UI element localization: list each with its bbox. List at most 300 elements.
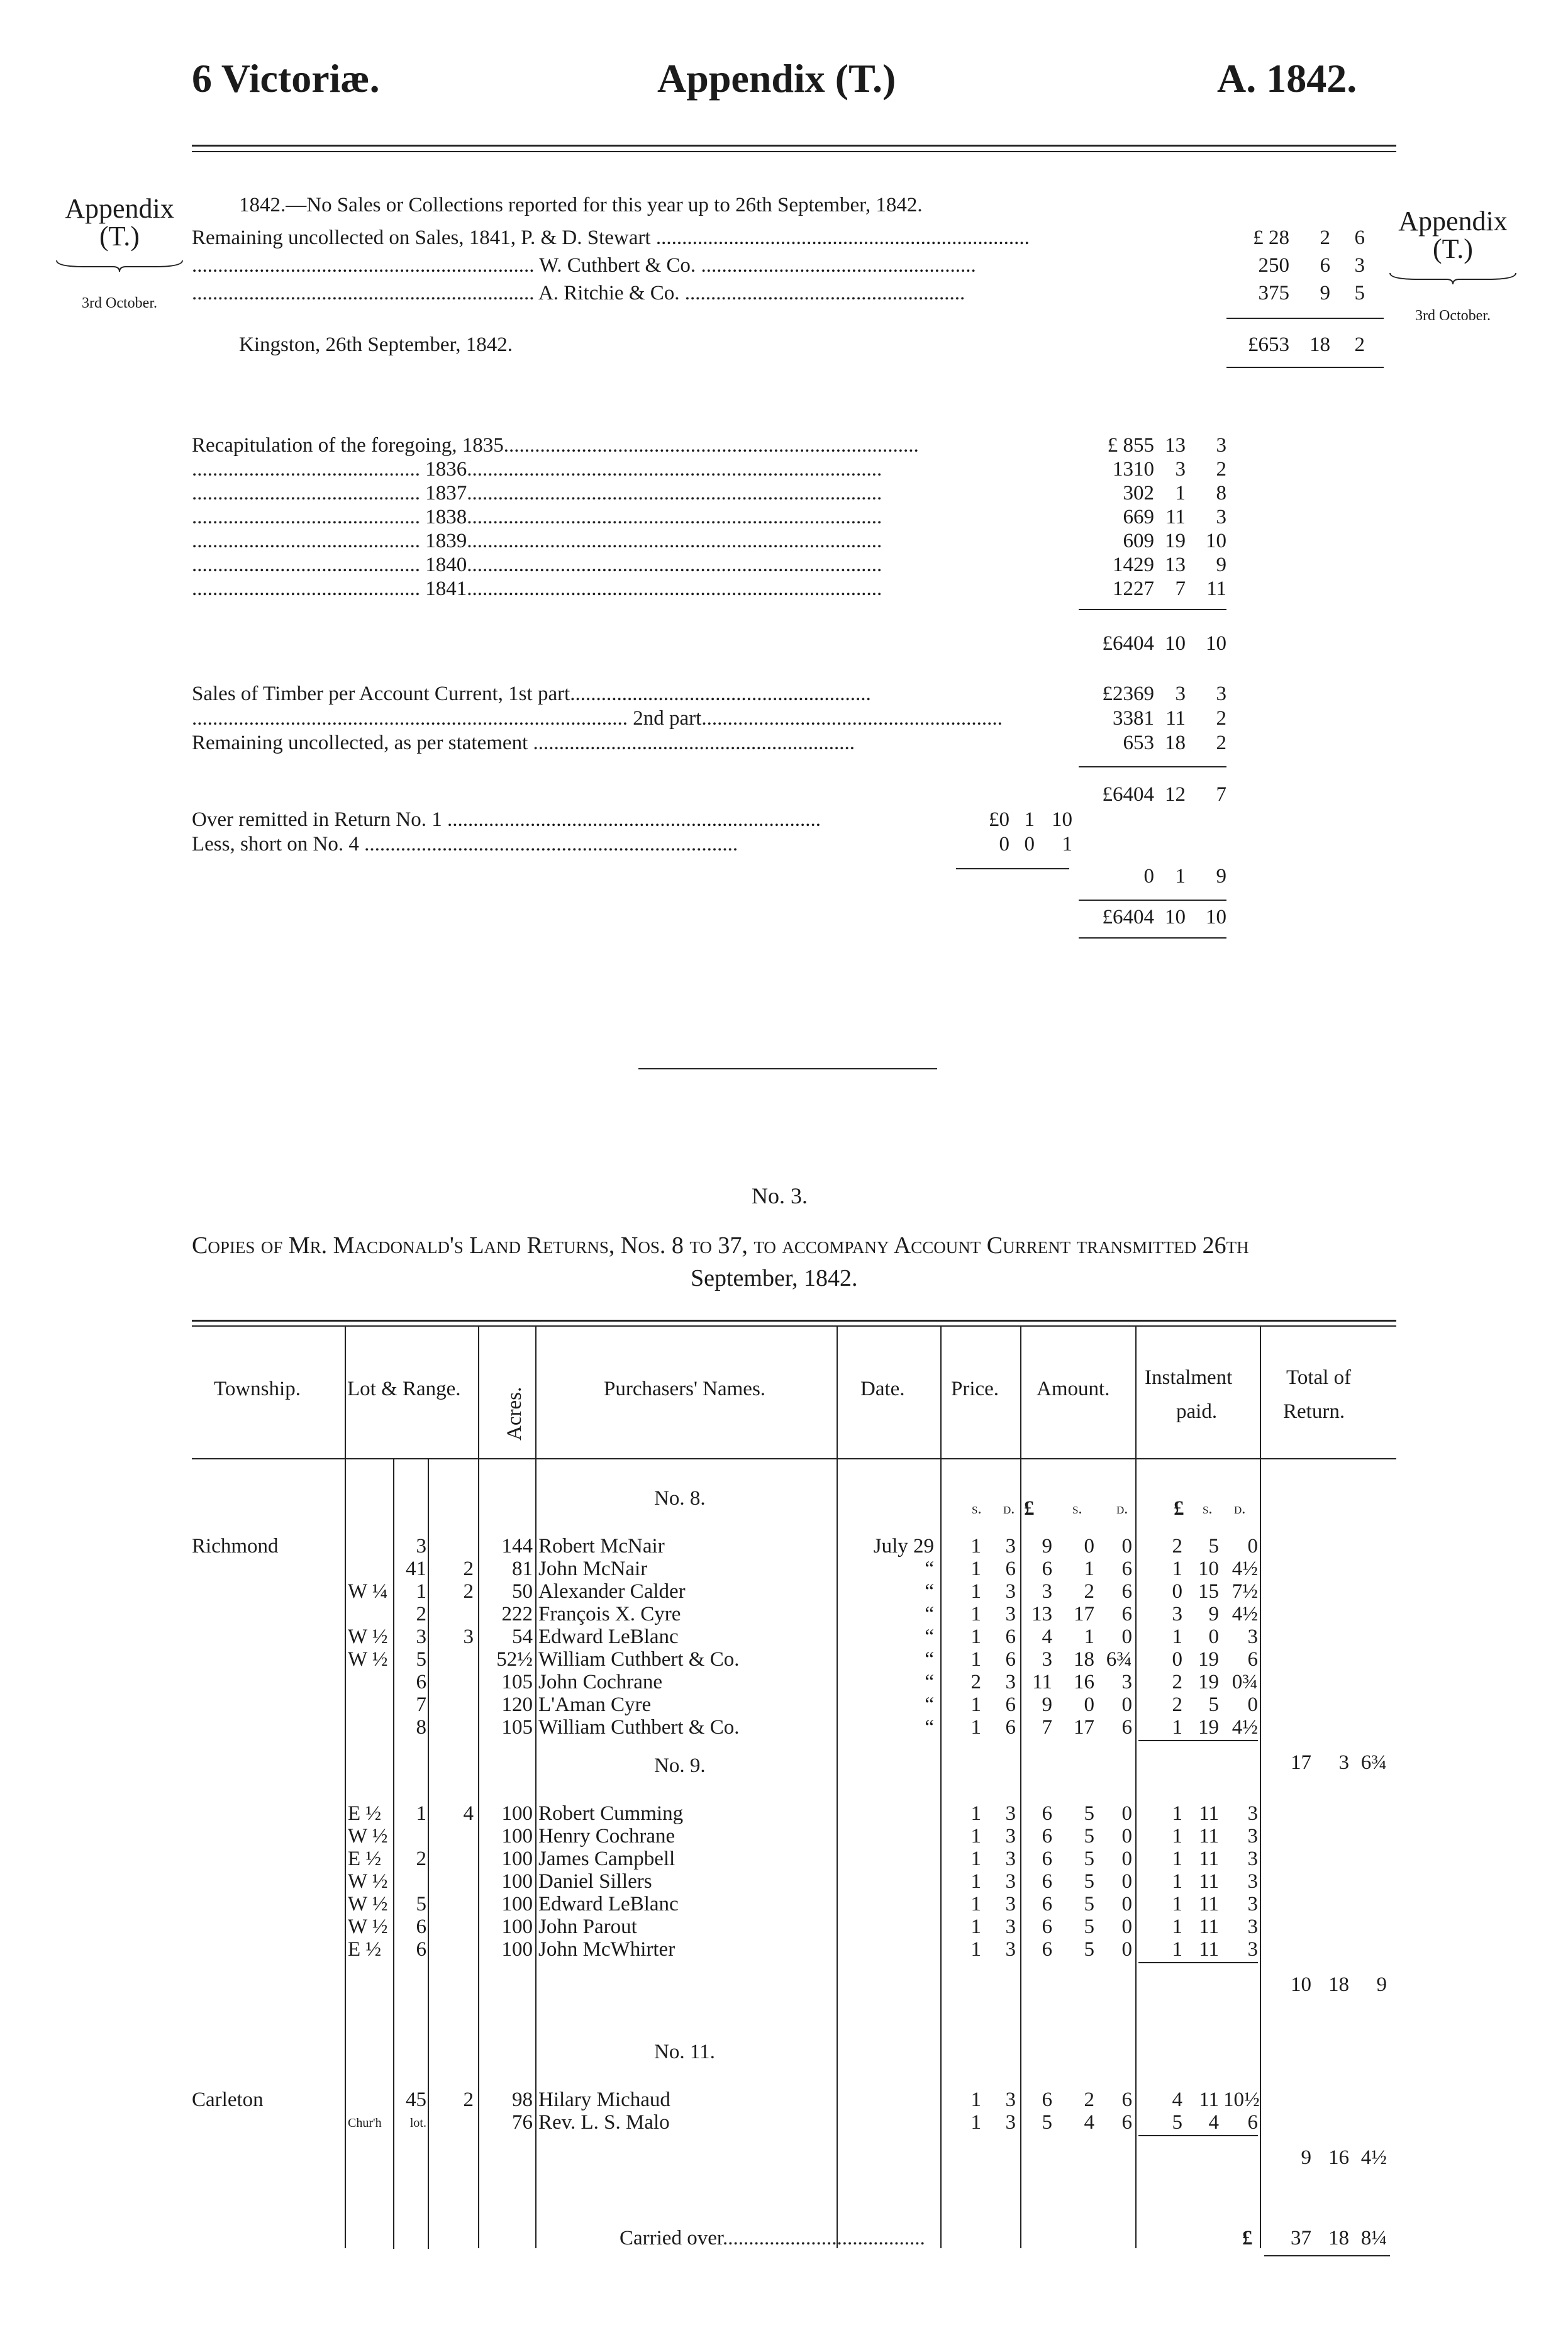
- instalment-pence: 4½: [1232, 1716, 1258, 1739]
- recap-row-amount-pence: 3: [1216, 506, 1226, 528]
- margin-note-title: Appendix: [1398, 206, 1508, 237]
- recap-remaining-shillings: 18: [1165, 732, 1186, 754]
- purchaser-name: James Campbell: [538, 1848, 676, 1870]
- header-price: Price.: [951, 1378, 999, 1400]
- instalment-pence: 3: [1247, 1848, 1258, 1870]
- lot-part: W ½: [348, 1870, 388, 1893]
- lot-part: E ½: [348, 1802, 382, 1825]
- unit-price-s: s.: [972, 1501, 982, 1517]
- recap-row-amount-pounds: 1310: [1113, 458, 1154, 481]
- recap-row-amount-pence: 9: [1216, 554, 1226, 576]
- recap-remaining-pounds: 653: [1123, 732, 1154, 754]
- instalment-pounds: 0: [1172, 1648, 1182, 1671]
- brace-icon: [53, 258, 186, 273]
- instalment-pence: 4½: [1232, 1558, 1258, 1580]
- instalment-sum-rule: [1138, 2135, 1258, 2136]
- recap-remaining-pence: 2: [1216, 732, 1226, 754]
- group-title: No. 9.: [654, 1754, 706, 1777]
- instalment-pence: 0¾: [1232, 1671, 1258, 1693]
- amount-shillings: 5: [1084, 1893, 1094, 1915]
- header-township: Township.: [214, 1378, 301, 1400]
- return-total-shillings: 3: [1338, 1751, 1349, 1774]
- recap-label: Recapitulation of the foregoing,: [192, 434, 457, 457]
- header-rule-1: [192, 145, 1396, 147]
- lot-number: 6: [416, 1938, 426, 1961]
- recap-row: ............................................ 1840................................................................................: [192, 554, 882, 576]
- intro-sum-rule: [1226, 318, 1384, 319]
- price-pence: 6: [1005, 1558, 1016, 1580]
- intro-total-shillings: 18: [1309, 333, 1330, 356]
- amount-pence: 0: [1121, 1938, 1132, 1961]
- instalment-pence: 6: [1247, 2111, 1258, 2134]
- instalment-shillings: 11: [1199, 1825, 1219, 1848]
- acres: 144: [501, 1535, 533, 1558]
- instalment-pounds: 2: [1172, 1671, 1182, 1693]
- table-top-rule-1: [192, 1320, 1396, 1322]
- purchaser-name: John Parout: [538, 1915, 637, 1938]
- sale-date: “: [925, 1693, 934, 1716]
- purchaser-name: Alexander Calder: [538, 1580, 686, 1603]
- recap-rule: [1079, 766, 1226, 767]
- intro-amount-shillings: 6: [1320, 254, 1330, 277]
- amount-pence: 6: [1121, 1603, 1132, 1625]
- price-pence: 3: [1005, 1893, 1016, 1915]
- header-names: Purchasers' Names.: [604, 1378, 766, 1400]
- carried-over-rule: [1264, 2255, 1390, 2256]
- recap-final-pence: 10: [1206, 906, 1226, 928]
- acres: 50: [512, 1580, 533, 1603]
- township-name: Carleton: [192, 2088, 264, 2111]
- recap-row-amount-shillings: 13: [1165, 434, 1186, 457]
- acres: 105: [501, 1671, 533, 1693]
- lot-part: W ½: [348, 1893, 388, 1915]
- price-pence: 3: [1005, 1938, 1016, 1961]
- amount-pence: 6¾: [1106, 1648, 1132, 1671]
- recap-sales1-line: Sales of Timber per Account Current, 1st part..........................................................: [192, 683, 871, 705]
- range-number: 2: [463, 1580, 474, 1603]
- lot-part: W ½: [348, 1625, 388, 1648]
- lot-number: lot.: [409, 2116, 426, 2130]
- table-header-rule: [192, 1458, 1396, 1459]
- price-shillings: 1: [970, 1938, 981, 1961]
- recap-diff-pounds: 0: [1143, 865, 1154, 888]
- return-total-pence: 9: [1376, 1973, 1387, 1996]
- header-date: Date.: [860, 1378, 905, 1400]
- amount-pence: 0: [1121, 1848, 1132, 1870]
- recap-sales2-shillings: 11: [1165, 707, 1186, 730]
- instalment-sum-rule: [1138, 1962, 1258, 1963]
- col-rule: [1260, 1327, 1261, 2248]
- header-lot-range: Lot & Range.: [347, 1378, 461, 1400]
- recap-sales2-pence: 2: [1216, 707, 1226, 730]
- price-shillings: 1: [970, 1625, 981, 1648]
- amount-pounds: 4: [1042, 1625, 1052, 1648]
- intro-total-rule: [1226, 367, 1384, 368]
- price-pence: 3: [1005, 2088, 1016, 2111]
- return-total-shillings: 16: [1328, 2146, 1349, 2169]
- carried-over-shillings: 18: [1328, 2227, 1349, 2249]
- purchaser-name: Daniel Sillers: [538, 1870, 652, 1893]
- instalment-pence: 3: [1247, 1915, 1258, 1938]
- amount-pence: 0: [1121, 1893, 1132, 1915]
- intro-amount-pounds: 375: [1258, 282, 1289, 304]
- price-pence: 3: [1005, 1603, 1016, 1625]
- return-total-pounds: 10: [1291, 1973, 1311, 1996]
- purchaser-name: Robert Cumming: [538, 1802, 684, 1825]
- amount-pounds: 6: [1042, 1802, 1052, 1825]
- price-pence: 3: [1005, 1671, 1016, 1693]
- price-shillings: 1: [970, 1825, 981, 1848]
- header-right: A. 1842.: [1217, 56, 1357, 101]
- recap-diff-pence: 9: [1216, 865, 1226, 888]
- intro-total-pence: 2: [1354, 333, 1365, 356]
- recap-less-pence: 1: [1062, 833, 1072, 856]
- recap-row-amount-pence: 11: [1206, 577, 1226, 600]
- col-rule: [837, 1327, 838, 2248]
- recap-row: ............................................ 1839................................................................................: [192, 530, 882, 552]
- header-instalment: Instalment: [1145, 1366, 1233, 1389]
- recap-sales1-pence: 3: [1216, 683, 1226, 705]
- amount-shillings: 5: [1084, 1802, 1094, 1825]
- instalment-shillings: 11: [1199, 1802, 1219, 1825]
- amount-pounds: 6: [1042, 1825, 1052, 1848]
- table-top-rule-2: [192, 1325, 1396, 1327]
- unit-instalment-s: s.: [1203, 1501, 1213, 1517]
- sale-date: “: [925, 1558, 934, 1580]
- township-name: Richmond: [192, 1535, 279, 1558]
- amount-pence: 3: [1121, 1671, 1132, 1693]
- price-shillings: 1: [970, 1870, 981, 1893]
- instalment-shillings: 9: [1208, 1603, 1219, 1625]
- intro-line-3: .................................................................. W. Cuthbert & Co. .....................................................: [192, 254, 976, 277]
- sale-date: July 29: [873, 1535, 934, 1558]
- instalment-pence: 0: [1247, 1535, 1258, 1558]
- instalment-pounds: 0: [1172, 1580, 1182, 1603]
- recap-less-pounds: 0: [999, 833, 1009, 856]
- instalment-shillings: 11: [1199, 1870, 1219, 1893]
- recap-row-amount-pence: 3: [1216, 434, 1226, 457]
- recap-year: 1837: [425, 482, 467, 504]
- price-pence: 3: [1005, 2111, 1016, 2134]
- recap-over-label: Over remitted in Return No. 1: [192, 808, 442, 831]
- purchaser-name: William Cuthbert & Co.: [538, 1716, 740, 1739]
- sale-date: “: [925, 1648, 934, 1671]
- recap-over-pence: 10: [1052, 808, 1072, 831]
- col-rule: [535, 1327, 537, 2248]
- acres: 120: [501, 1693, 533, 1716]
- price-shillings: 1: [970, 1535, 981, 1558]
- instalment-shillings: 11: [1199, 1893, 1219, 1915]
- instalment-pence: 3: [1247, 1825, 1258, 1848]
- amount-pounds: 7: [1042, 1716, 1052, 1739]
- price-shillings: 1: [970, 1802, 981, 1825]
- recap-row-amount-shillings: 1: [1175, 482, 1186, 504]
- instalment-pence: 0: [1247, 1693, 1258, 1716]
- recap-year: 1838: [425, 506, 467, 528]
- acres: 100: [501, 1938, 533, 1961]
- amount-pence: 6: [1121, 1716, 1132, 1739]
- instalment-shillings: 11: [1199, 1848, 1219, 1870]
- group-title: No. 8.: [654, 1487, 706, 1510]
- intro-amount-pounds: 250: [1258, 254, 1289, 277]
- lot-part: W ½: [348, 1648, 388, 1671]
- recap-rule: [1079, 609, 1226, 610]
- lot-number: 41: [406, 1558, 426, 1580]
- header-center: Appendix (T.): [657, 56, 896, 101]
- recap-sales2-pounds: 3381: [1113, 707, 1154, 730]
- recap-remaining-line: Remaining uncollected, as per statement ..............................................................: [192, 732, 855, 754]
- instalment-pence: 3: [1247, 1802, 1258, 1825]
- intro-amount-pounds: £ 28: [1253, 226, 1289, 249]
- amount-pence: 0: [1121, 1870, 1132, 1893]
- purchaser-name: John Cochrane: [538, 1671, 663, 1693]
- sale-date: “: [925, 1716, 934, 1739]
- recap-over-pounds: £0: [989, 808, 1009, 831]
- margin-note-date: 3rd October.: [82, 295, 157, 311]
- recap-row: ............................................ 1836................................................................................: [192, 458, 882, 481]
- amount-pence: 0: [1121, 1625, 1132, 1648]
- acres: 100: [501, 1870, 533, 1893]
- instalment-pounds: 3: [1172, 1603, 1182, 1625]
- instalment-pounds: 2: [1172, 1535, 1182, 1558]
- amount-pounds: 6: [1042, 1893, 1052, 1915]
- lot-part: E ½: [348, 1938, 382, 1961]
- purchaser-name: L'Aman Cyre: [538, 1693, 652, 1716]
- price-pence: 3: [1005, 1580, 1016, 1603]
- instalment-pounds: 4: [1172, 2088, 1182, 2111]
- sale-date: “: [925, 1625, 934, 1648]
- recap-row-amount-pounds: 609: [1123, 530, 1154, 552]
- amount-shillings: 0: [1084, 1693, 1094, 1716]
- lot-part: E ½: [348, 1848, 382, 1870]
- acres: 100: [501, 1915, 533, 1938]
- intro-place: Kingston, 26th September, 1842.: [239, 333, 513, 356]
- lot-part: W ½: [348, 1825, 388, 1848]
- instalment-pounds: 1: [1172, 1716, 1182, 1739]
- recap-year: 1841: [425, 577, 467, 600]
- recap-row: ............................................ 1841................................................................................: [192, 577, 882, 600]
- recap-less-line: Less, short on No. 4 ........................................................................: [192, 833, 738, 856]
- recap-sales1-shillings: 3: [1175, 683, 1186, 705]
- instalment-shillings: 11: [1199, 2088, 1219, 2111]
- amount-shillings: 1: [1084, 1625, 1094, 1648]
- amount-shillings: 1: [1084, 1558, 1094, 1580]
- section-number: No. 3.: [752, 1183, 808, 1208]
- purchaser-name: Edward LeBlanc: [538, 1625, 679, 1648]
- amount-pence: 0: [1121, 1693, 1132, 1716]
- margin-note-sub: (T.): [99, 221, 140, 252]
- instalment-pence: 6: [1247, 1648, 1258, 1671]
- recap-row-amount-pence: 10: [1206, 530, 1226, 552]
- instalment-shillings: 19: [1198, 1648, 1219, 1671]
- sale-date: “: [925, 1671, 934, 1693]
- carried-over-pence: 8¼: [1360, 2227, 1387, 2249]
- sale-date: “: [925, 1580, 934, 1603]
- recap-row-amount-pence: 2: [1216, 458, 1226, 481]
- amount-shillings: 2: [1084, 1580, 1094, 1603]
- instalment-shillings: 19: [1198, 1671, 1219, 1693]
- amount-pence: 6: [1121, 1580, 1132, 1603]
- amount-pence: 0: [1121, 1915, 1132, 1938]
- range-number: 4: [463, 1802, 474, 1825]
- amount-shillings: 17: [1074, 1716, 1094, 1739]
- lot-number: 7: [416, 1693, 426, 1716]
- amount-shillings: 5: [1084, 1915, 1094, 1938]
- carried-over-label: Carried over.......................................: [620, 2227, 925, 2249]
- return-total-pounds: 17: [1291, 1751, 1311, 1774]
- amount-pence: 6: [1121, 1558, 1132, 1580]
- instalment-pounds: 1: [1172, 1802, 1182, 1825]
- instalment-pounds: 1: [1172, 1825, 1182, 1848]
- margin-note-right: [1381, 208, 1525, 330]
- col-rule: [1135, 1327, 1137, 2248]
- intro-amount-shillings: 2: [1320, 226, 1330, 249]
- amount-shillings: 5: [1084, 1938, 1094, 1961]
- amount-pence: 6: [1121, 2111, 1132, 2134]
- margin-note-sub: (T.): [1433, 233, 1473, 264]
- intro-amount-pence: 3: [1354, 254, 1365, 277]
- price-pence: 3: [1005, 1848, 1016, 1870]
- price-shillings: 1: [970, 2088, 981, 2111]
- col-rule: [940, 1327, 942, 2248]
- intro-line-3-label: W. Cuthbert & Co.: [539, 254, 696, 277]
- amount-shillings: 17: [1074, 1603, 1094, 1625]
- price-shillings: 1: [970, 1716, 981, 1739]
- intro-amount-pence: 5: [1354, 282, 1365, 304]
- intro-line-1: 1842.—No Sales or Collections reported for this year up to 26th September, 1842.: [239, 194, 923, 216]
- instalment-pounds: 1: [1172, 1625, 1182, 1648]
- unit-amount-l: £: [1024, 1497, 1035, 1520]
- instalment-sum-rule: [1138, 1740, 1258, 1741]
- recap-less-shillings: 0: [1024, 833, 1035, 856]
- lot-part: W ¼: [348, 1580, 388, 1603]
- recap-final-shillings: 10: [1165, 906, 1186, 928]
- lot-number: 1: [416, 1580, 426, 1603]
- instalment-pence: 3: [1247, 1870, 1258, 1893]
- amount-shillings: 0: [1084, 1535, 1094, 1558]
- acres: 105: [501, 1716, 533, 1739]
- recap-row-amount-shillings: 11: [1165, 506, 1186, 528]
- instalment-pence: 4½: [1232, 1603, 1258, 1625]
- amount-shillings: 16: [1074, 1671, 1094, 1693]
- intro-line-2-label: Remaining uncollected on Sales, 1841, P. & D. Stewart: [192, 226, 651, 249]
- acres: 222: [501, 1603, 533, 1625]
- price-shillings: 1: [970, 1693, 981, 1716]
- instalment-pence: 3: [1247, 1893, 1258, 1915]
- lot-number: 8: [416, 1716, 426, 1739]
- recap-row: Recapitulation of the foregoing, 1835................................................................................: [192, 434, 919, 457]
- instalment-pounds: 2: [1172, 1693, 1182, 1716]
- instalment-shillings: 10: [1198, 1558, 1219, 1580]
- price-shillings: 2: [970, 1671, 981, 1693]
- amount-pence: 0: [1121, 1535, 1132, 1558]
- carried-over-text: Carried over: [620, 2227, 723, 2249]
- recap-over-shillings: 1: [1024, 808, 1035, 831]
- purchaser-name: Robert McNair: [538, 1535, 665, 1558]
- amount-pounds: 6: [1042, 1848, 1052, 1870]
- header-acres: Acres.: [503, 1386, 526, 1441]
- lot-number: 3: [416, 1535, 426, 1558]
- price-pence: 3: [1005, 1802, 1016, 1825]
- acres: 100: [501, 1825, 533, 1848]
- purchaser-name: François X. Cyre: [538, 1603, 681, 1625]
- recap-subtotal-pence: 7: [1216, 783, 1226, 806]
- acres: 52½: [496, 1648, 533, 1671]
- return-total-pounds: 9: [1301, 2146, 1311, 2169]
- instalment-shillings: 4: [1208, 2111, 1219, 2134]
- recap-sales2-label: 2nd part: [633, 707, 702, 730]
- return-total-pence: 4½: [1360, 2146, 1387, 2169]
- recap-row-amount-pounds: 302: [1123, 482, 1154, 504]
- recap-row-amount-shillings: 13: [1165, 554, 1186, 576]
- recap-sales1-pounds: £2369: [1102, 683, 1154, 705]
- instalment-pence: 10½: [1223, 2088, 1260, 2111]
- recap-row: ............................................ 1837................................................................................: [192, 482, 882, 504]
- recap-final-pounds: £6404: [1102, 906, 1154, 928]
- recap-diff-shillings: 1: [1175, 865, 1186, 888]
- purchaser-name: Hilary Michaud: [538, 2088, 670, 2111]
- price-shillings: 1: [970, 1648, 981, 1671]
- recap-row-amount-shillings: 3: [1175, 458, 1186, 481]
- recap-row-amount-pence: 8: [1216, 482, 1226, 504]
- acres: 54: [512, 1625, 533, 1648]
- recap-subtotal-pounds: £6404: [1102, 783, 1154, 806]
- header-left: 6 Victoriæ.: [192, 56, 380, 101]
- recap-year: 1839: [425, 530, 467, 552]
- intro-amount-shillings: 9: [1320, 282, 1330, 304]
- recap-total-shillings: 10: [1165, 632, 1186, 655]
- section-title-line-1: Copies of Mr. Macdonald's Land Returns, Nos. 8 to 37, to accompany Account Current transmitted 26th: [192, 1232, 1249, 1259]
- recap-row-amount-shillings: 19: [1165, 530, 1186, 552]
- instalment-shillings: 5: [1208, 1535, 1219, 1558]
- margin-note-left: [47, 195, 192, 317]
- instalment-pounds: 1: [1172, 1893, 1182, 1915]
- acres: 98: [512, 2088, 533, 2111]
- col-rule: [345, 1327, 346, 2248]
- amount-pounds: 6: [1042, 1558, 1052, 1580]
- price-pence: 3: [1005, 1535, 1016, 1558]
- recap-total-pence: 10: [1206, 632, 1226, 655]
- intro-line-2: Remaining uncollected on Sales, 1841, P. & D. Stewart ........................................................................: [192, 226, 1030, 249]
- unit-instalment-l: £: [1174, 1497, 1184, 1520]
- amount-pounds: 13: [1031, 1603, 1052, 1625]
- amount-pounds: 9: [1042, 1535, 1052, 1558]
- unit-amount-s: s.: [1072, 1501, 1082, 1517]
- return-total-pence: 6¾: [1360, 1751, 1387, 1774]
- price-shillings: 1: [970, 1558, 981, 1580]
- range-sub-rule: [428, 1459, 429, 2249]
- price-pence: 6: [1005, 1625, 1016, 1648]
- amount-shillings: 5: [1084, 1825, 1094, 1848]
- recap-year: 1835: [462, 434, 504, 457]
- range-number: 3: [463, 1625, 474, 1648]
- amount-pounds: 3: [1042, 1648, 1052, 1671]
- intro-total-pounds: £653: [1248, 333, 1289, 356]
- price-pence: 3: [1005, 1870, 1016, 1893]
- lot-part: Chur'h: [348, 2116, 382, 2130]
- intro-amount-pence: 6: [1354, 226, 1365, 249]
- price-pence: 6: [1005, 1648, 1016, 1671]
- lot-number: 6: [416, 1915, 426, 1938]
- purchaser-name: John McNair: [538, 1558, 648, 1580]
- col-rule: [478, 1327, 479, 2248]
- amount-pounds: 6: [1042, 1870, 1052, 1893]
- acres: 81: [512, 1558, 533, 1580]
- recap-less-label: Less, short on No. 4: [192, 833, 359, 856]
- recap-remaining-label: Remaining uncollected, as per statement: [192, 732, 528, 754]
- instalment-shillings: 19: [1198, 1716, 1219, 1739]
- sale-date: “: [925, 1603, 934, 1625]
